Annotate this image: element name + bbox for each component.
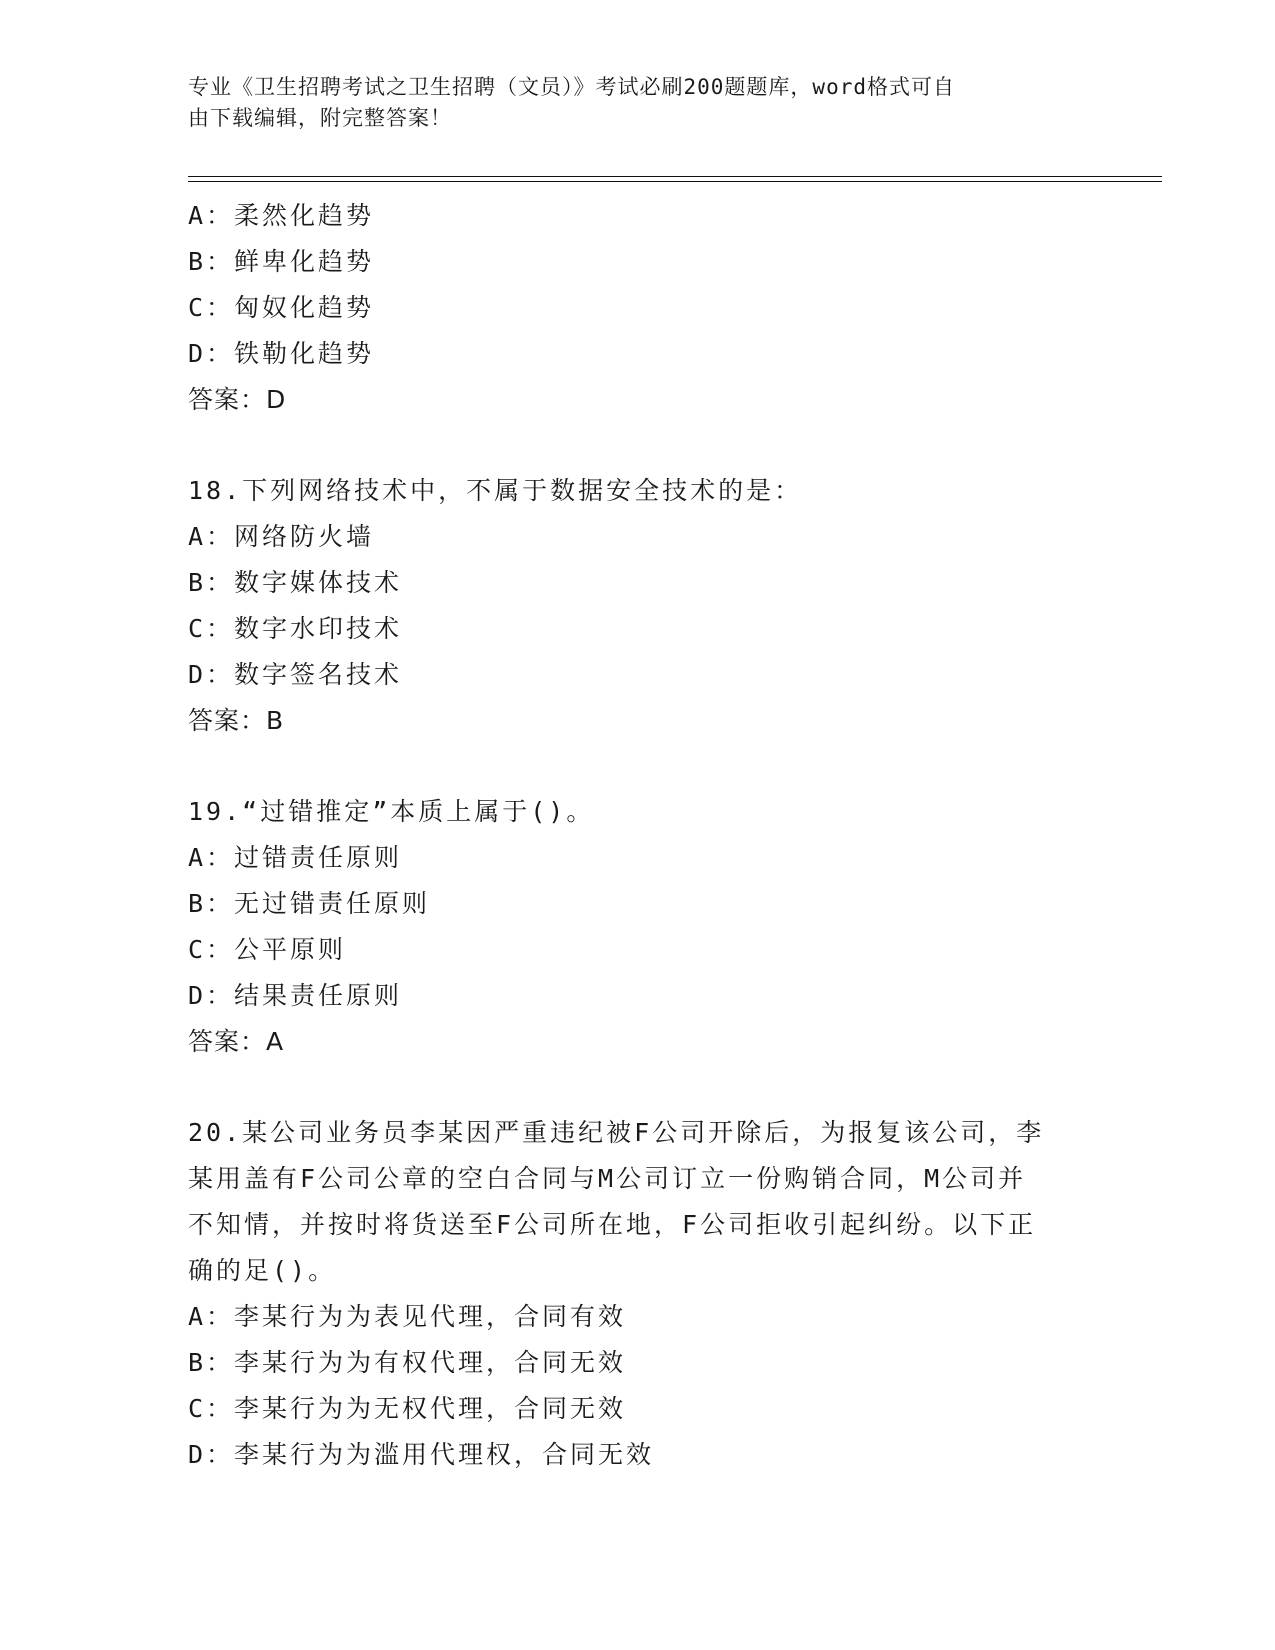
- answer: 答案：B: [188, 706, 285, 735]
- option-a: A：过错责任原则: [188, 843, 403, 872]
- question-18: [188, 468, 1088, 744]
- question-stem-line-1: 20.某公司业务员李某因严重违纪被F公司开除后，为报复该公司，李: [188, 1118, 1045, 1147]
- question-stem-line-3: 不知情，并按时将货送至F公司所在地，F公司拒收引起纠纷。以下正: [188, 1210, 1037, 1239]
- option-c: C：李某行为为无权代理，合同无效: [188, 1394, 627, 1423]
- header-rule-bottom: [188, 181, 1162, 182]
- question-17: [188, 193, 1088, 423]
- option-d: D：李某行为为滥用代理权，合同无效: [188, 1440, 655, 1469]
- question-list: [188, 193, 1088, 1478]
- option-c: C：匈奴化趋势: [188, 293, 375, 322]
- question-19: [188, 789, 1088, 1065]
- option-b: B：鲜卑化趋势: [188, 247, 375, 276]
- document-header: [188, 72, 1068, 134]
- option-c: C：数字水印技术: [188, 614, 403, 643]
- option-a: A：柔然化趋势: [188, 201, 375, 230]
- question-stem-line-4: 确的足()。: [188, 1256, 337, 1285]
- header-line-1: 专业《卫生招聘考试之卫生招聘（文员）》考试必刷200题题库，word格式可自: [188, 75, 955, 99]
- option-d: D：结果责任原则: [188, 981, 403, 1010]
- header-rule-top: [188, 176, 1162, 177]
- answer: 答案：A: [188, 1027, 285, 1056]
- question-stem: 19.“过错推定”本质上属于()。: [188, 797, 595, 826]
- option-d: D：数字签名技术: [188, 660, 403, 689]
- option-b: B：无过错责任原则: [188, 889, 431, 918]
- option-b: B：数字媒体技术: [188, 568, 403, 597]
- option-c: C：公平原则: [188, 935, 347, 964]
- option-a: A：李某行为为表见代理，合同有效: [188, 1302, 627, 1331]
- question-stem-line-2: 某用盖有F公司公章的空白合同与M公司订立一份购销合同，M公司并: [188, 1164, 1027, 1193]
- answer: 答案：D: [188, 385, 287, 414]
- option-b: B：李某行为为有权代理，合同无效: [188, 1348, 627, 1377]
- question-stem: 18.下列网络技术中，不属于数据安全技术的是：: [188, 476, 803, 505]
- header-line-2: 由下载编辑，附完整答案！: [188, 106, 452, 130]
- question-20: [188, 1110, 1088, 1478]
- option-a: A：网络防火墙: [188, 522, 375, 551]
- option-d: D：铁勒化趋势: [188, 339, 375, 368]
